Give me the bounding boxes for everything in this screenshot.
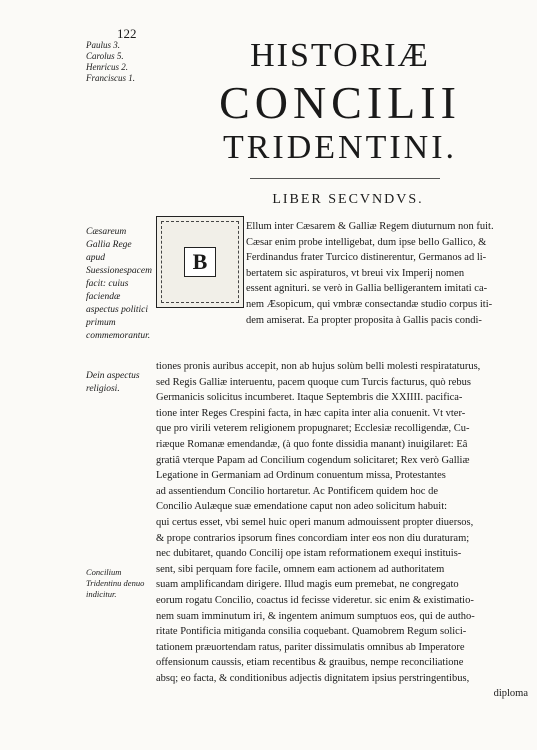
text-line: absq; eo facta, & conditionibus adjectis dignitatem ipsius perstringentibus, bbox=[156, 672, 470, 684]
text-line: essent agnituri. se verò in Gallia belligerantem imitati ca- bbox=[246, 283, 488, 295]
margin-note: Dein aspectus religiosi. bbox=[86, 371, 140, 394]
text-line: nem suam imminutum iri, & ingentem animum sumptuos eos, qui de autho- bbox=[156, 610, 475, 622]
text-line: tiones pronis auribus accepit, non ab hujus solùm belli molesti respirataturus, bbox=[156, 361, 481, 372]
text-line: que pro virili veterem religionem propugnaret; Ecclesiæ recolligendæ, Cu- bbox=[156, 423, 470, 435]
title-line-concilii: CONCILII bbox=[219, 77, 461, 128]
running-head-line: Henricus 2. bbox=[86, 62, 128, 72]
text-line: suam amplificandam dirigere. Illud magis eum premebat, ne congregato bbox=[156, 579, 459, 591]
running-head-line: Paulus 3. bbox=[86, 40, 121, 50]
running-head-line: Franciscus 1. bbox=[86, 73, 135, 83]
page-title bbox=[160, 36, 520, 168]
text-line: tationem præuortendam ratus, pariter dissimulatis omnibus ab Imperatore bbox=[156, 641, 465, 653]
text-line: Ellum inter Cæsarem & Galliæ Regem diuturnum non fuit. bbox=[246, 221, 494, 232]
text-line: bertatem sic aspiraturos, vt breui vix Imperij nomen bbox=[246, 267, 465, 279]
text-line: Cæsar enim probe intelligebat, dum ipse bello Gallico, & bbox=[246, 236, 487, 248]
ornamental-initial bbox=[156, 216, 244, 308]
body-text-bottom bbox=[156, 359, 528, 702]
text-line: ad assentiendum Concilio hortaretur. Ac Pontificem quidem hoc de bbox=[156, 485, 438, 497]
title-line-tridentini: TRIDENTINI. bbox=[222, 129, 458, 166]
page-number: 122 bbox=[117, 26, 137, 41]
book-heading: LIBER SECVNDVS. bbox=[272, 192, 424, 207]
text-line: gratiâ vterque Papam ad Concilium cogendum solicitaret; Rex verò Galliæ bbox=[156, 454, 470, 466]
text-line: Legatione in Germaniam ad Ordinum conuentum missa, Protestantes bbox=[156, 470, 446, 482]
text-line: & prope contrarios ipsorum fines concordiam inter eos non diu duraturam; bbox=[156, 532, 470, 544]
text-line: sed Regis Galliæ interuentu, pacem quoque cum Turcis facturus, quò rebus bbox=[156, 376, 471, 388]
margin-note: Cæsareum Gallia Rege apud Suessionespacem facit: cuius faciendæ aspectus politici primum commemorantur. bbox=[86, 227, 152, 341]
running-heads bbox=[86, 40, 135, 84]
divider-rule bbox=[250, 178, 440, 179]
text-line: nec dubitaret, quando Concilij ope istam reformationem exequi instituis- bbox=[156, 548, 462, 560]
text-line: nem Æsopicum, qui vmbræ consectandæ studio corpus iti- bbox=[246, 298, 493, 310]
text-line: sent, sibi perquam fore facile, omnem eam actionem ad authoritatem bbox=[156, 563, 445, 575]
text-line: dem amiserat. Ea propter proposita à Gallis pacis condi- bbox=[246, 314, 482, 326]
margin-note: Concilium Tridentinu denuo indicitur. bbox=[86, 567, 145, 599]
text-line catchword: diploma bbox=[493, 688, 528, 700]
text-line: eorum rogatu Concilio, coactus id fecisse videretur. sic enim & existimatio- bbox=[156, 594, 474, 606]
text-line: qui certus esset, vbi semel huic operi manum admouissent propter diuersos, bbox=[156, 516, 474, 528]
text-line: riæque Romanæ emendandæ, (à quo fonte dissidia manant) inuigilaret: Eâ bbox=[156, 438, 468, 450]
text-line: ritate Pontificia mitiganda consilia coquebant. Quamobrem Regum solici- bbox=[156, 626, 467, 638]
running-head-line: Carolus 5. bbox=[86, 51, 124, 61]
text-line: Germanicis solicitus incumberet. Itaque Septembris die XXIIII. pacifica- bbox=[156, 392, 463, 404]
text-line: Ferdinandus frater Turcico distinerentur, Germanos ad li- bbox=[246, 252, 487, 264]
body-text-top bbox=[246, 219, 534, 328]
text-line: tione inter Reges Crespini facta, in hæc capita inter alia conuenit. Vt vter- bbox=[156, 407, 466, 419]
dropcap-letter: B bbox=[184, 247, 216, 277]
text-line: offensionum caussis, etiam recentibus & grauibus, nempe reconciliatione bbox=[156, 657, 464, 669]
title-line-historiae: HISTORIÆ bbox=[250, 37, 430, 74]
text-line: Concilio Aulæque suæ emendatione caput non adeo solicitum habuit: bbox=[156, 501, 448, 513]
